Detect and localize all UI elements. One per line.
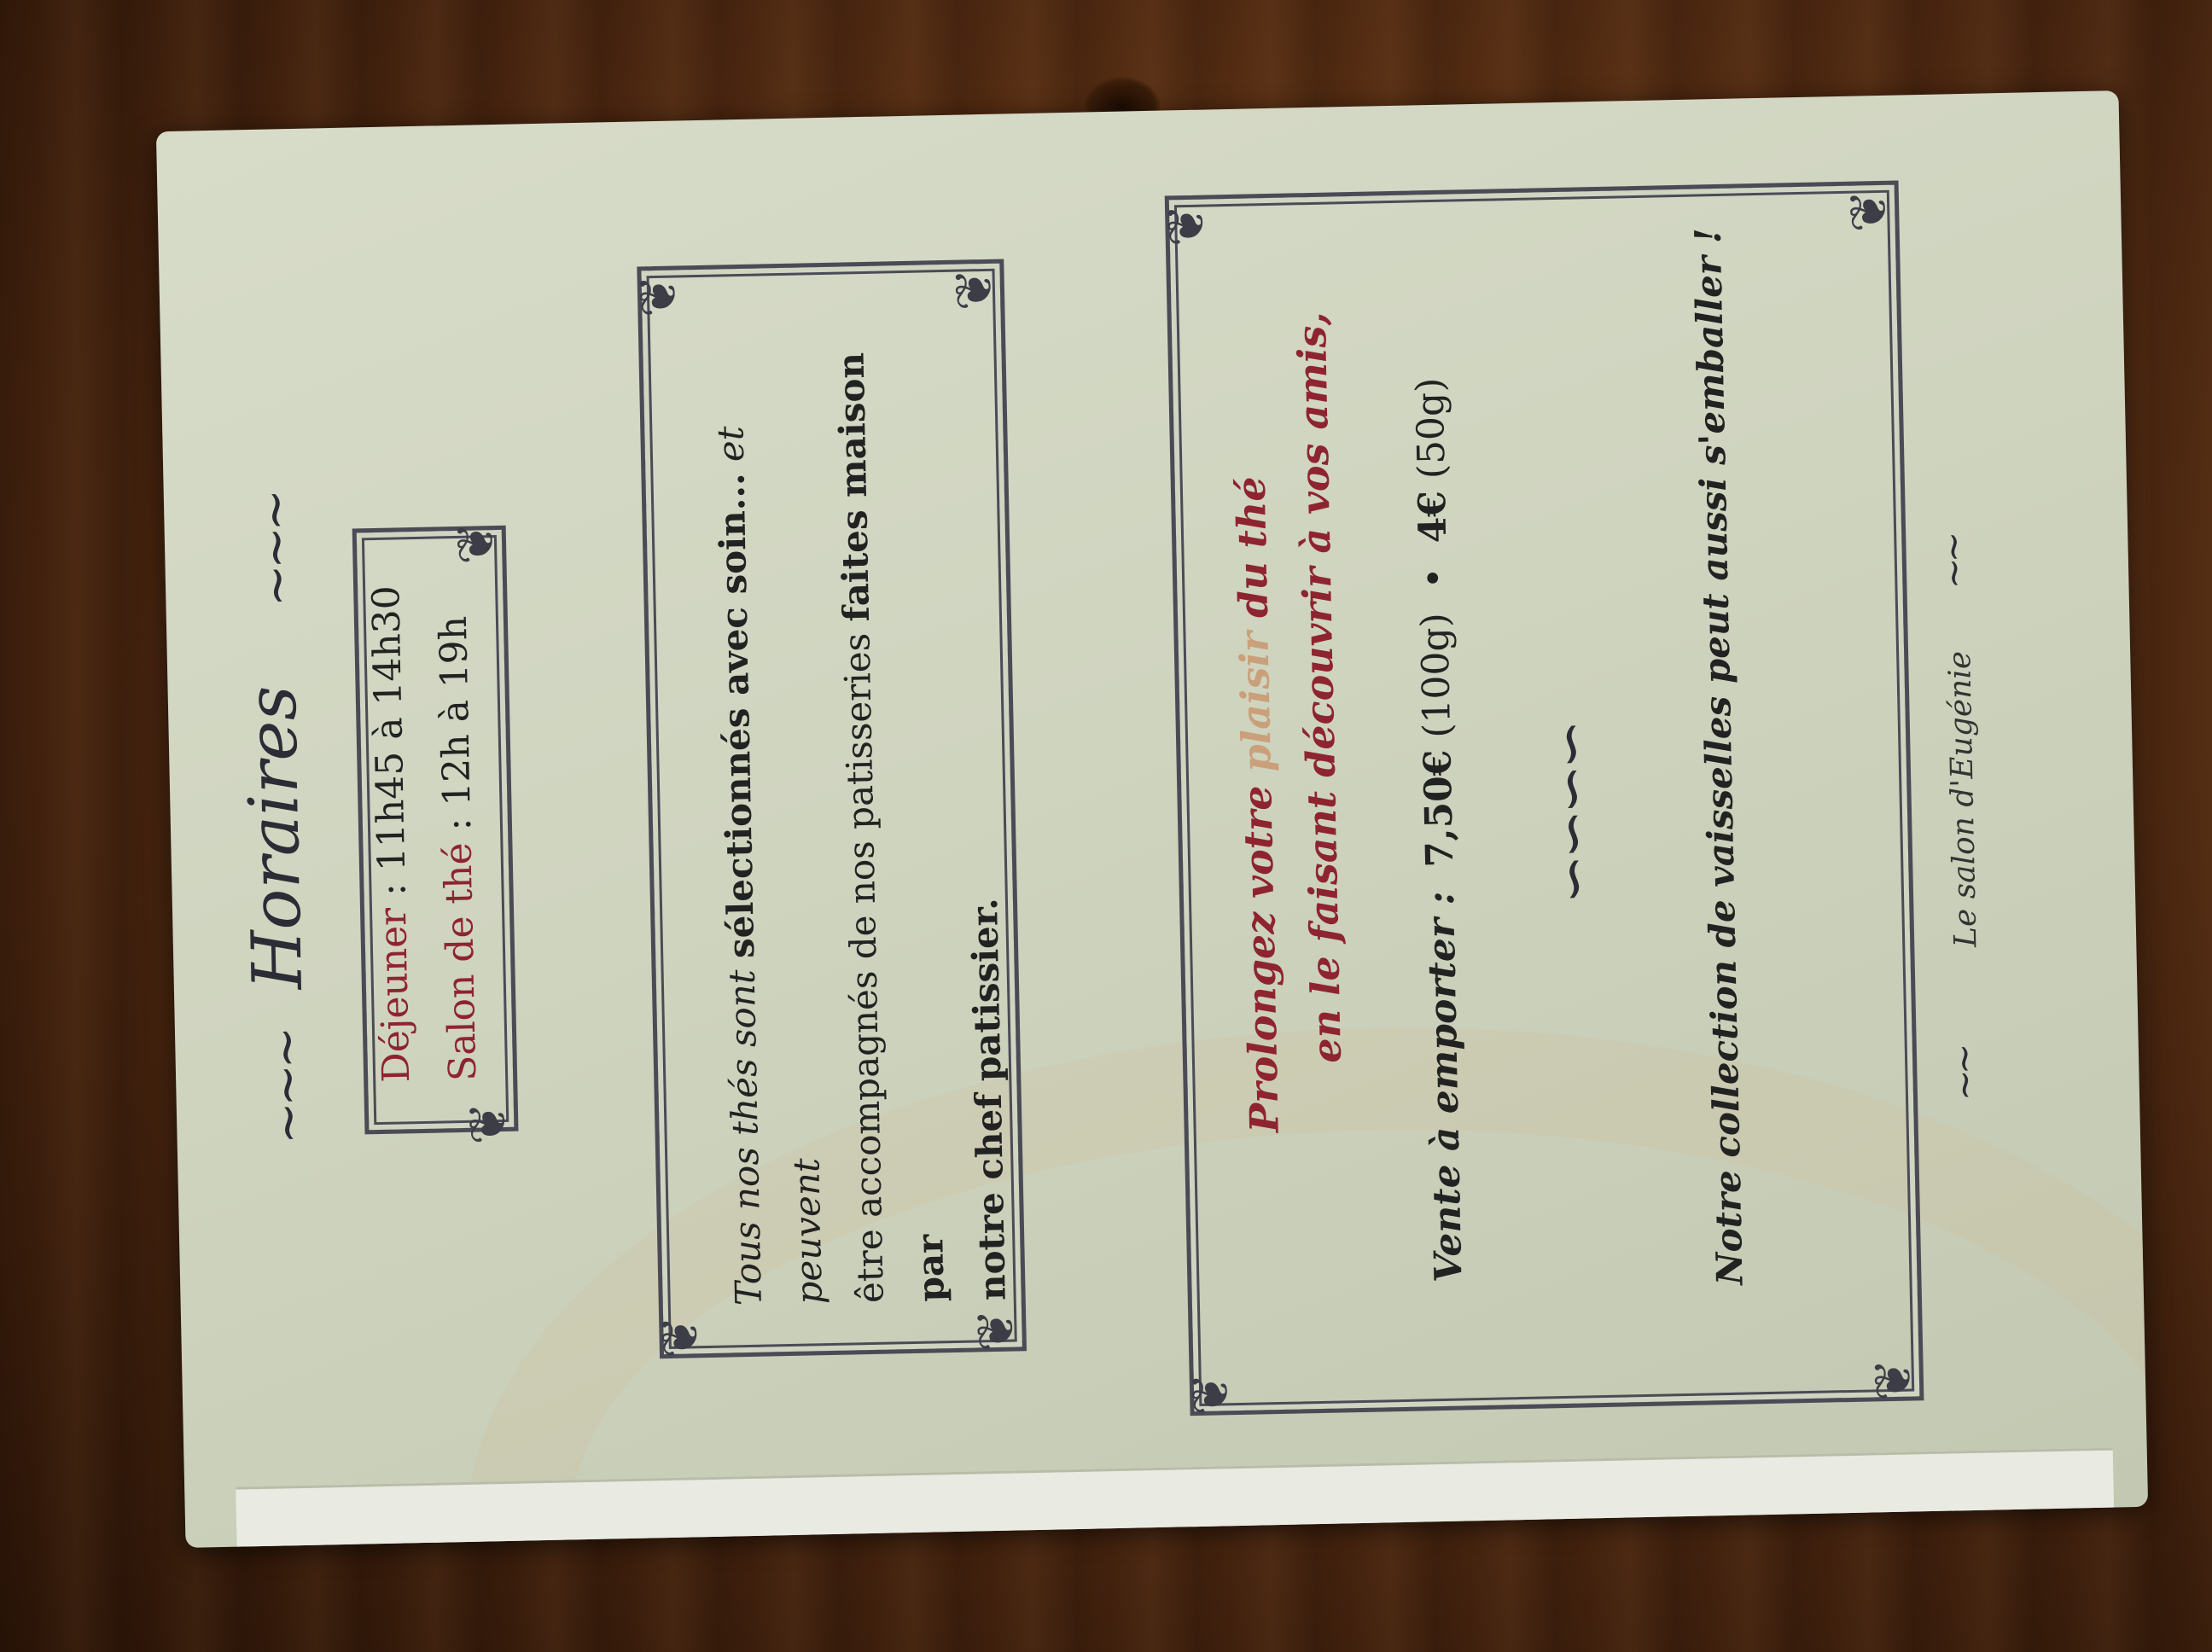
- teas-p3: et peuvent: [709, 425, 831, 1306]
- ornament-icon: ❦: [1863, 1358, 1924, 1402]
- teas-p1: Tous nos thés sont: [720, 969, 770, 1306]
- lunch-value: : 11h45 à 14h30: [364, 585, 415, 909]
- price-100g: 7,50€: [1416, 749, 1463, 869]
- teas-p4: être accompagnés de nos patisseries: [835, 632, 892, 1304]
- teas-p5: faites maison par: [830, 352, 952, 1303]
- center-flourish: ∽∽∽∽: [1534, 724, 1609, 905]
- offer-note: Notre collection de vaisselles peut aussi s'emballer !: [1686, 227, 1751, 1286]
- page-content: [156, 90, 2148, 1548]
- title-flourish-right: ~~~: [244, 492, 307, 608]
- ornament-icon: ❦: [457, 1101, 519, 1146]
- ornament-icon: ❦: [1180, 1371, 1242, 1416]
- price-50g: 4€: [1411, 490, 1456, 544]
- lunch-hours: [355, 585, 429, 1084]
- ornament-icon: ❦: [445, 521, 507, 566]
- tea-label: Salon de thé: [436, 841, 486, 1082]
- offer-h2: en le faisant découvrir à vos amis,: [1288, 311, 1351, 1064]
- ornament-icon: ❦: [965, 1308, 1027, 1352]
- ornament-icon: ❦: [944, 267, 1005, 312]
- teas-p2: sélectionnés avec soin...: [710, 473, 763, 959]
- tea-value: : 12h à 19h: [431, 615, 480, 844]
- teas-p6: notre chef patissier.: [963, 897, 1014, 1301]
- menu-page: [156, 90, 2148, 1548]
- offer-h1c: du thé: [1227, 475, 1278, 619]
- lunch-label: Déjeuner: [370, 907, 419, 1084]
- ornament-icon: ❦: [650, 1314, 712, 1359]
- ornament-icon: ❦: [628, 274, 690, 318]
- footer-flourish-right: ~~: [1931, 535, 1976, 590]
- price-separator: •: [1412, 566, 1457, 590]
- ornament-icon: ❦: [1838, 189, 1900, 234]
- sale-label: Vente à emporter :: [1418, 890, 1471, 1283]
- weight-50g: (50g): [1408, 377, 1454, 480]
- tea-hours: [422, 615, 496, 1082]
- offer-h1b: plaisir: [1231, 631, 1280, 773]
- teas-text: [698, 311, 1023, 1306]
- hours-title: Horaires: [231, 684, 317, 991]
- ornament-icon: ❦: [1155, 203, 1217, 247]
- offer-h1a: Prolongez votre: [1234, 785, 1288, 1133]
- title-flourish-left: ~~~: [255, 1030, 318, 1146]
- weight-100g: (100g): [1413, 612, 1460, 739]
- footer-signature: Le salon d'Eugénie: [1942, 650, 1984, 948]
- footer-flourish-left: ~~: [1941, 1047, 1988, 1102]
